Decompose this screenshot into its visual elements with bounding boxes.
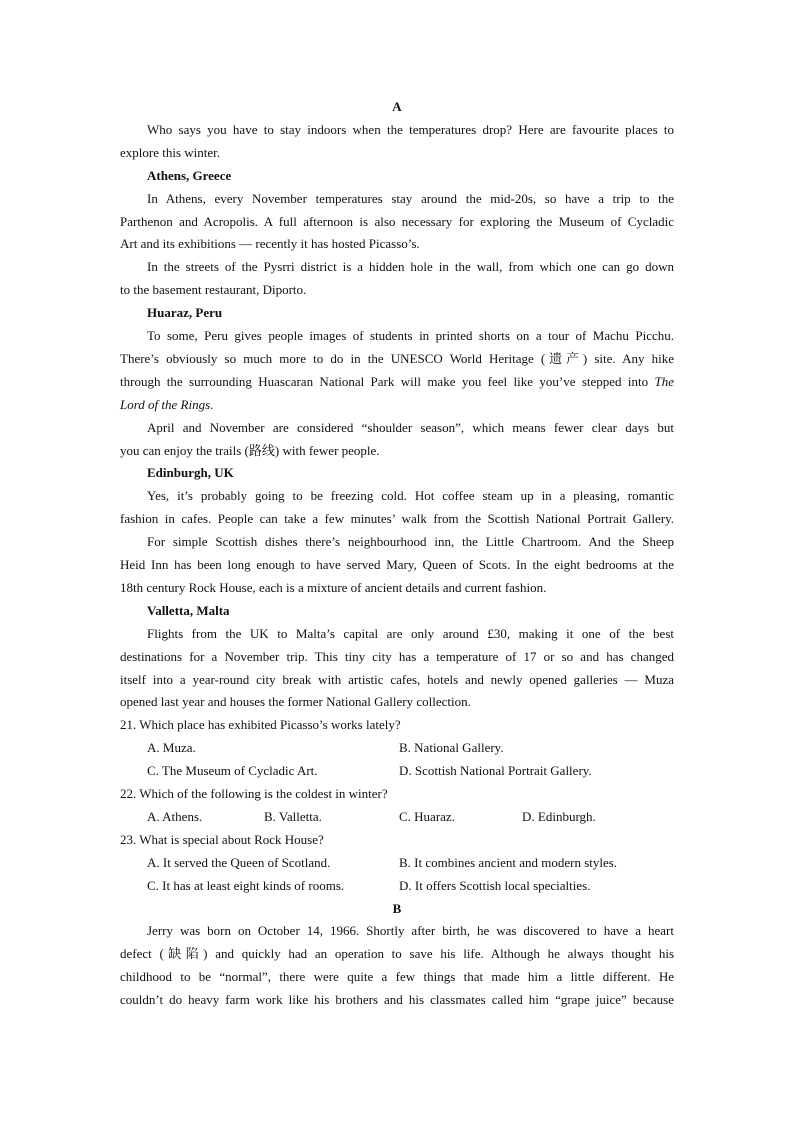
text-line xyxy=(120,281,674,299)
text-span: To some, Peru gives people images of students in printed shorts on a tour of Machu Picchu. xyxy=(147,328,674,343)
text-span: you can enjoy the trails (路线) with fewer people. xyxy=(120,442,380,458)
text-line xyxy=(120,579,674,597)
text-span: Heid Inn has been long enough to have served Mary, Queen of Scots. In the eight bedrooms at the xyxy=(120,557,674,572)
text-span: April and November are considered “shoulder season”, which means fewer clear days but xyxy=(147,419,674,435)
text-line xyxy=(147,625,674,643)
answer-option[interactable]: D. Scottish National Portrait Gallery. xyxy=(399,763,592,779)
text-span: destinations for a November trip. This tiny city has a temperature of 17 or so and has changed xyxy=(120,648,674,664)
text-span: to the basement restaurant, Diporto. xyxy=(120,282,307,298)
text-line xyxy=(120,648,674,666)
text-span: Who says you have to stay indoors when the temperatures drop? Here are favourite places to xyxy=(147,121,674,137)
answer-option[interactable]: D. It offers Scottish local specialties. xyxy=(399,877,591,893)
text-line xyxy=(120,396,674,414)
text-span: couldn’t do heavy farm work like his brothers and his classmates called him “grape juice” because xyxy=(120,992,674,1008)
text-line xyxy=(120,213,674,231)
text-line xyxy=(147,419,674,437)
answer-option[interactable]: B. It combines ancient and modern styles. xyxy=(399,854,618,870)
text-span: Valletta, Malta xyxy=(147,602,230,618)
answer-option[interactable]: B. Valletta. xyxy=(264,808,322,824)
question-stem: 21. Which place has exhibited Picasso’s works lately? xyxy=(120,717,401,733)
text-span: Athens, Greece xyxy=(147,167,232,183)
text-line xyxy=(147,487,674,505)
text-line xyxy=(120,442,674,460)
text-line xyxy=(120,671,674,689)
text-line xyxy=(120,945,674,963)
text-span: Parthenon and Acropolis. A full afternoon is also necessary for exploring the Museum of Cycladic xyxy=(120,213,674,229)
text-line xyxy=(120,693,674,711)
text-line xyxy=(147,121,674,139)
text-span: explore this winter. xyxy=(120,144,221,160)
italic-title: The xyxy=(654,373,674,389)
answer-option[interactable]: A. Athens. xyxy=(147,808,203,824)
section-title: A xyxy=(392,99,402,114)
text-span: 18th century Rock House, each is a mixture of ancient details and current fashion. xyxy=(120,579,547,595)
text-line xyxy=(120,510,674,528)
answer-option[interactable]: C. The Museum of Cycladic Art. xyxy=(147,763,318,779)
text-span: Edinburgh, UK xyxy=(147,465,234,481)
question-stem: 22. Which of the following is the coldest in winter? xyxy=(120,786,388,801)
text-span: In the streets of the Pysrri district is a hidden hole in the wall, from which one can go down xyxy=(147,259,674,275)
text-line xyxy=(120,373,674,391)
answer-option[interactable]: C. Huaraz. xyxy=(399,808,455,824)
text-span: Jerry was born on October 14, 1966. Shortly after birth, he was discovered to have a heart xyxy=(147,923,674,939)
text-span: There’s obviously so much more to do in the UNESCO World Heritage (遗产) site. Any hike xyxy=(120,350,674,366)
text-line xyxy=(120,991,674,1009)
text-line xyxy=(147,258,674,276)
text-span: Art and its exhibitions — recently it has hosted Picasso’s. xyxy=(120,236,420,252)
text-span: defect (缺陷) and quickly had an operation to save his life. Although he always thought his xyxy=(120,946,674,962)
text-line xyxy=(147,327,674,345)
place-heading xyxy=(147,167,674,185)
answer-option[interactable]: A. It served the Queen of Scotland. xyxy=(147,854,331,870)
text-span: through the surrounding Huascaran National Park will make you feel like you’ve stepped into xyxy=(120,373,655,389)
text-span: itself into a year-round city break with artistic cafes, hotels and newly opened galleries — Muza xyxy=(120,671,674,687)
text-span: . xyxy=(210,396,214,412)
text-span: Yes, it’s probably going to be freezing cold. Hot coffee steam up in a pleasing, romantic xyxy=(147,488,674,504)
text-span: Huaraz, Peru xyxy=(147,305,223,321)
text-span: childhood to be “normal”, there were quite a few things that made him a little different. He xyxy=(120,969,674,985)
text-line xyxy=(147,190,674,208)
text-span: Flights from the UK to Malta’s capital are only around £30, making it one of the best xyxy=(147,625,674,641)
text-line xyxy=(120,235,674,253)
text-span: For simple Scottish dishes there’s neighbourhood inn, the Little Chartroom. And the Sheep xyxy=(147,534,674,550)
text-line xyxy=(147,922,674,940)
place-heading xyxy=(147,602,674,620)
question-stem: 23. What is special about Rock House? xyxy=(120,831,324,847)
answer-option[interactable]: C. It has at least eight kinds of rooms. xyxy=(147,877,345,893)
place-heading xyxy=(147,464,674,482)
text-line xyxy=(120,144,674,162)
text-line xyxy=(120,968,674,986)
text-line xyxy=(147,533,674,551)
answer-option[interactable]: A. Muza. xyxy=(147,740,196,756)
text-span: opened last year and houses the former National Gallery collection. xyxy=(120,694,471,710)
italic-title: Lord of the Rings xyxy=(120,396,211,412)
place-heading xyxy=(147,304,674,322)
text-line xyxy=(120,350,674,368)
answer-option[interactable]: D. Edinburgh. xyxy=(522,808,596,824)
text-line xyxy=(120,556,674,574)
text-span: In Athens, every November temperatures stay around the mid-20s, so have a trip to the xyxy=(147,190,674,206)
text-span: fashion in cafes. People can take a few minutes’ walk from the Scottish National Portrait Gallery. xyxy=(120,511,674,527)
answer-option[interactable]: B. National Gallery. xyxy=(399,740,504,756)
section-title: B xyxy=(392,900,402,916)
